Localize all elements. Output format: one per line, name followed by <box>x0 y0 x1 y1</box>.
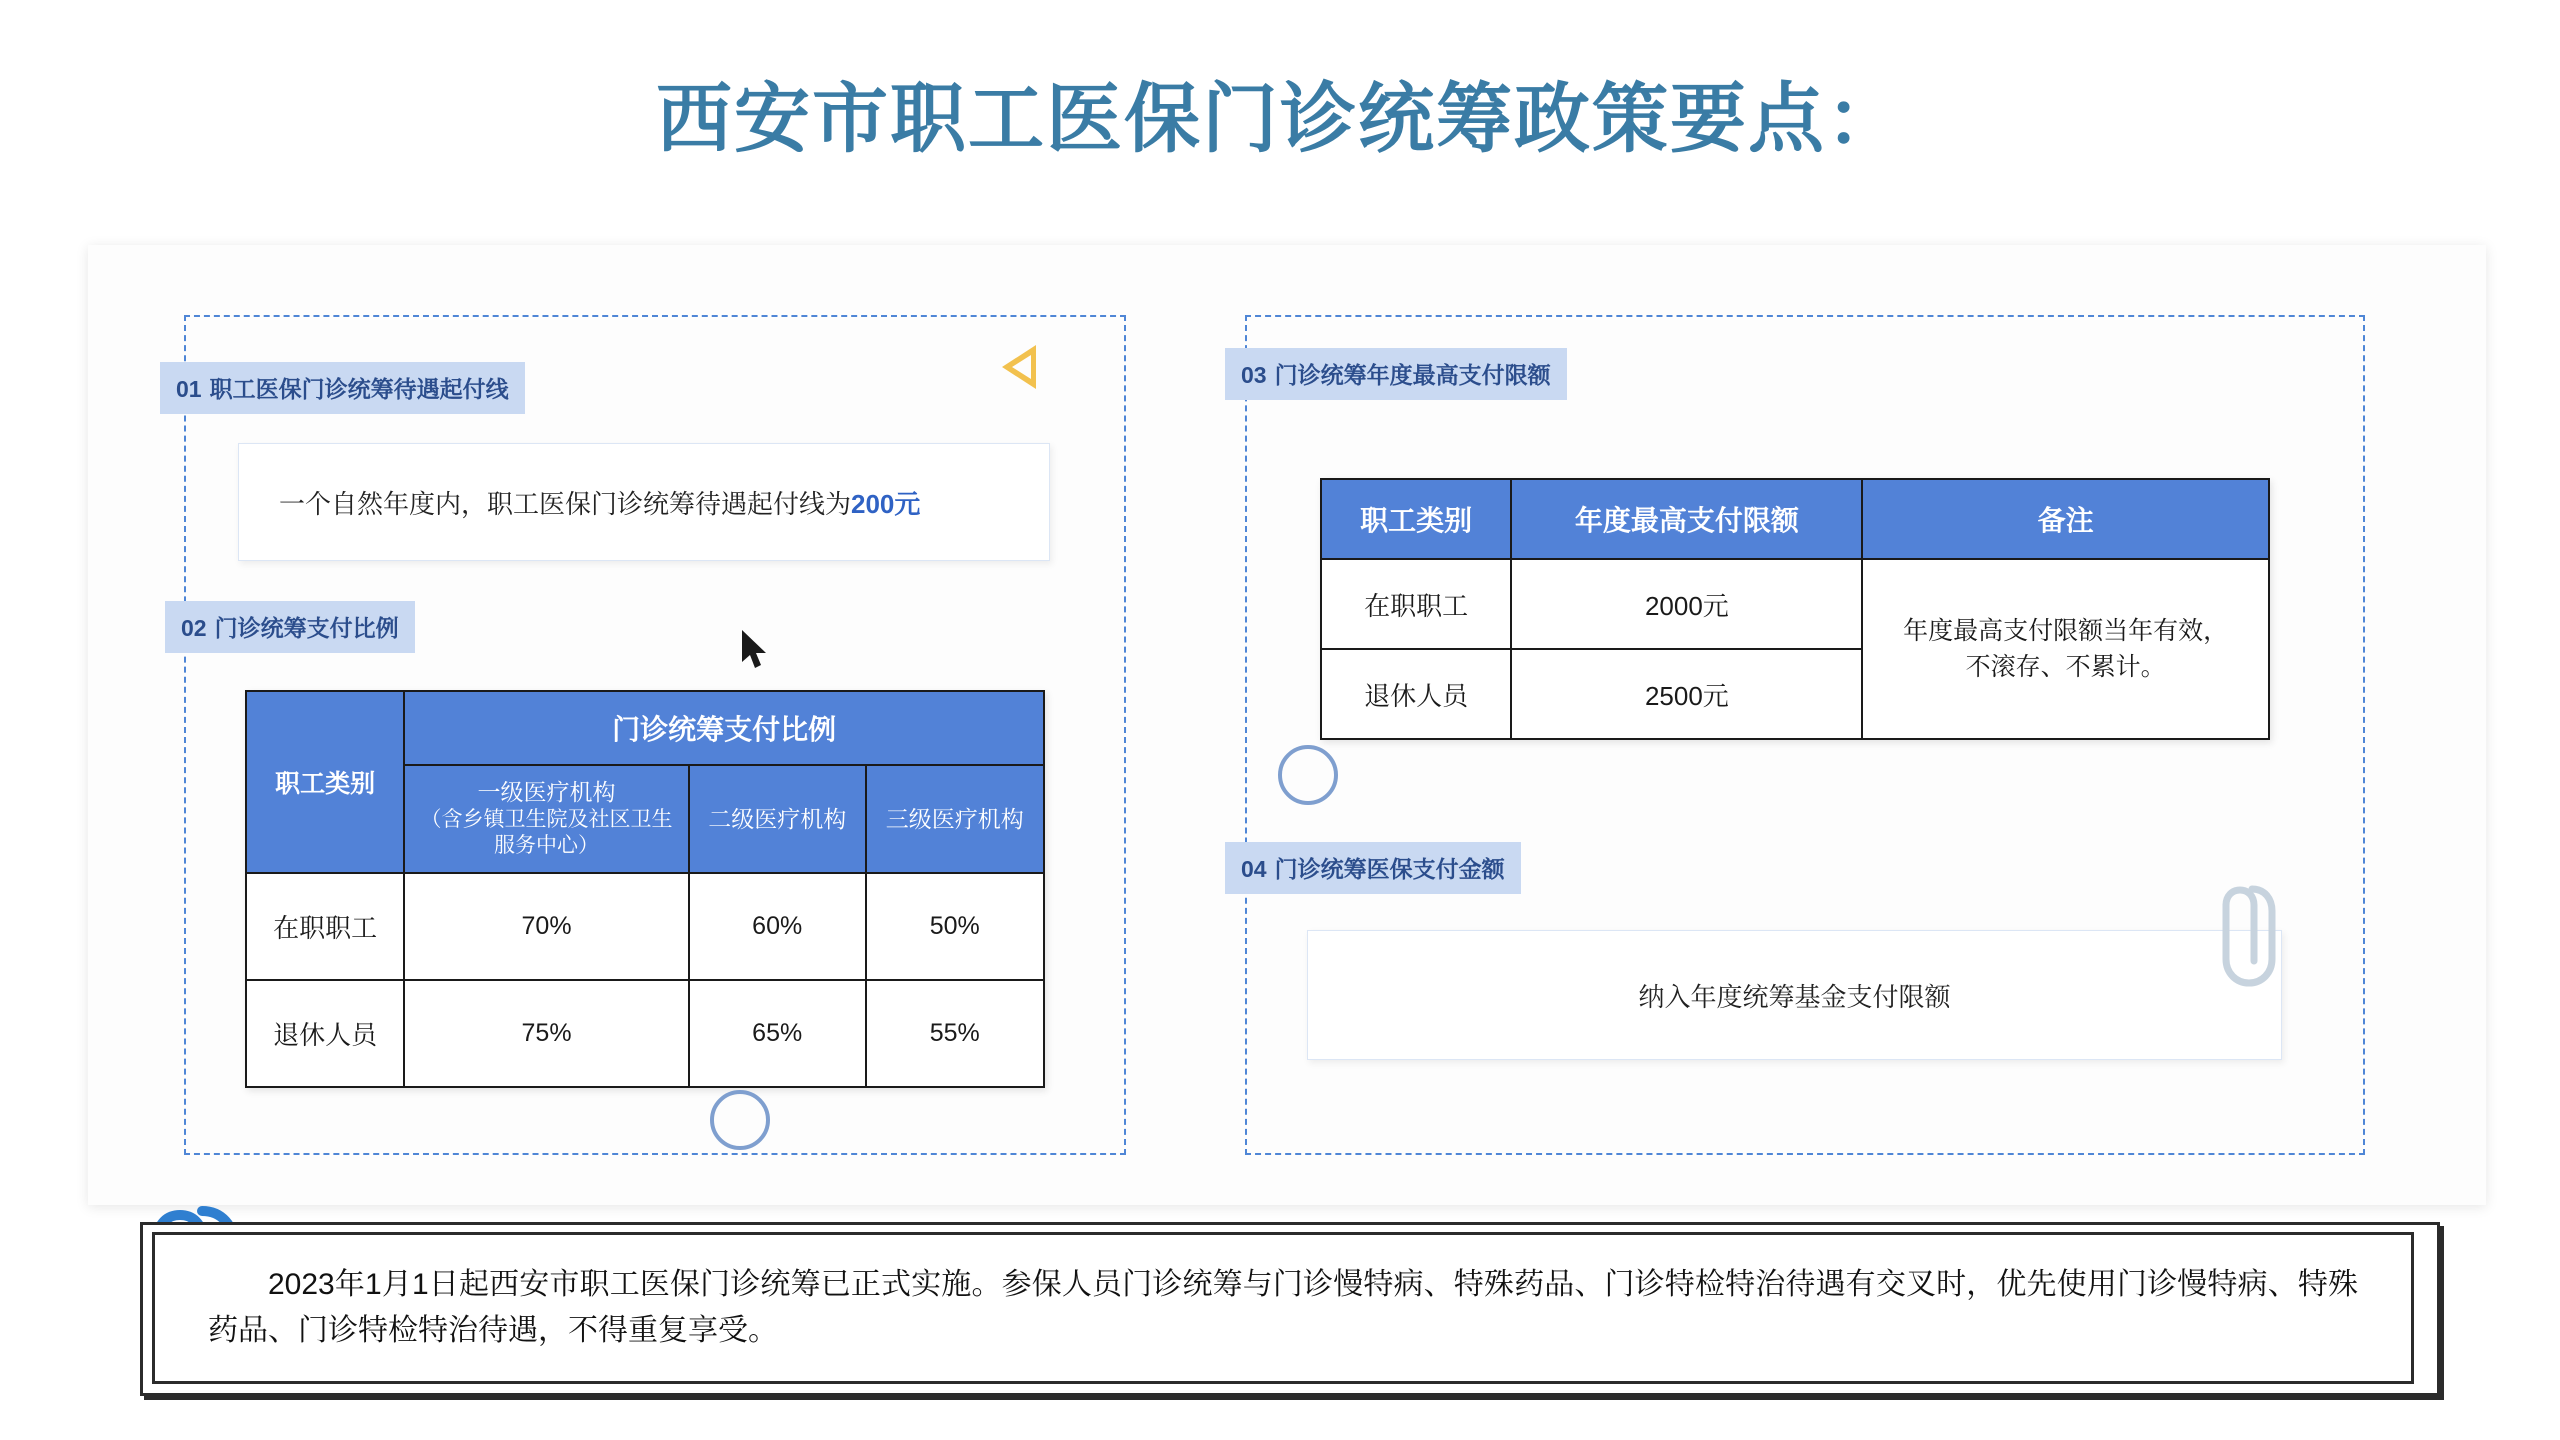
section-title-02: 门诊统筹支付比例 <box>214 615 399 641</box>
cap-row-limit-0: 2000元 <box>1511 559 1862 649</box>
circle-decoration-icon <box>710 1090 770 1150</box>
triangle-inner-icon <box>1012 355 1031 379</box>
ratio-subheader-level1-line2: （含乡镇卫生院及社区卫生 <box>420 808 673 832</box>
section-number-01: 01 <box>176 376 202 402</box>
footer-note <box>152 1232 2414 1384</box>
table-row <box>246 873 1044 980</box>
section-title-03: 门诊统筹年度最高支付限额 <box>1274 362 1551 388</box>
cap-header-type: 职工类别 <box>1321 479 1511 559</box>
ratio-subheader-level2: 二级医疗机构 <box>689 765 866 873</box>
section-04-content: 纳入年度统筹基金支付限额 <box>1307 930 2282 1060</box>
ratio-header-group: 门诊统筹支付比例 <box>404 691 1044 765</box>
section-number-04: 04 <box>1241 856 1267 882</box>
ratio-row-l3-1: 55% <box>866 980 1045 1087</box>
payment-ratio-table <box>245 690 1045 1088</box>
cap-note-line1: 年度最高支付限额当年有效， <box>1903 616 2229 645</box>
cap-header-limit: 年度最高支付限额 <box>1511 479 1862 559</box>
section-number-03: 03 <box>1241 362 1267 388</box>
circle-decoration-icon <box>1278 745 1338 805</box>
paperclip-icon <box>2210 875 2280 995</box>
table-row <box>1321 559 2269 649</box>
section-title-04: 门诊统筹医保支付金额 <box>1274 856 1505 882</box>
ratio-row-l1-0: 70% <box>404 873 689 980</box>
section-number-02: 02 <box>181 615 207 641</box>
ratio-subheader-level3: 三级医疗机构 <box>866 765 1045 873</box>
page-title: 西安市职工医保门诊统筹政策要点： <box>656 77 1904 162</box>
ratio-row-l2-0: 60% <box>689 873 866 980</box>
section-label-01 <box>160 362 525 414</box>
cap-header-note: 备注 <box>1862 479 2269 559</box>
section-label-04 <box>1225 842 1521 894</box>
ratio-row-l1-1: 75% <box>404 980 689 1087</box>
cap-note-line2: 不滚存、不累计。 <box>1965 653 2166 681</box>
section-01-content <box>238 443 1050 561</box>
table-row <box>246 980 1044 1087</box>
section-title-01: 职工医保门诊统筹待遇起付线 <box>209 376 509 402</box>
section-label-02 <box>165 601 415 653</box>
section-label-03 <box>1225 348 1567 400</box>
ratio-row-l2-1: 65% <box>689 980 866 1087</box>
ratio-subheader-level1-line3: 服务中心） <box>494 834 600 858</box>
cap-row-limit-1: 2500元 <box>1511 649 1862 739</box>
ratio-subheader-level1-line1: 一级医疗机构 <box>477 779 616 806</box>
ratio-row-type-0: 在职职工 <box>246 873 404 980</box>
cap-note-cell <box>1862 559 2269 739</box>
mouse-cursor <box>742 630 772 674</box>
ratio-subheader-level1 <box>404 765 689 873</box>
annual-cap-table <box>1320 478 2270 740</box>
ratio-header-type: 职工类别 <box>246 691 404 873</box>
footer-note-text: 2023年1月1日起西安市职工医保门诊统筹已正式实施。参保人员门诊统筹与门诊慢特病、特殊药品、门诊特检特治待遇有交叉时，优先使用门诊慢特病、特殊药品、门诊特检特治待遇，不得重复享受。 <box>208 1267 2358 1347</box>
cap-row-type-0: 在职职工 <box>1321 559 1511 649</box>
ratio-row-type-1: 退休人员 <box>246 980 404 1087</box>
deductible-text: 一个自然年度内，职工医保门诊统筹待遇起付线为 <box>279 488 852 519</box>
deductible-amount: 200元 <box>851 488 921 519</box>
ratio-row-l3-0: 50% <box>866 873 1045 980</box>
cap-row-type-1: 退休人员 <box>1321 649 1511 739</box>
